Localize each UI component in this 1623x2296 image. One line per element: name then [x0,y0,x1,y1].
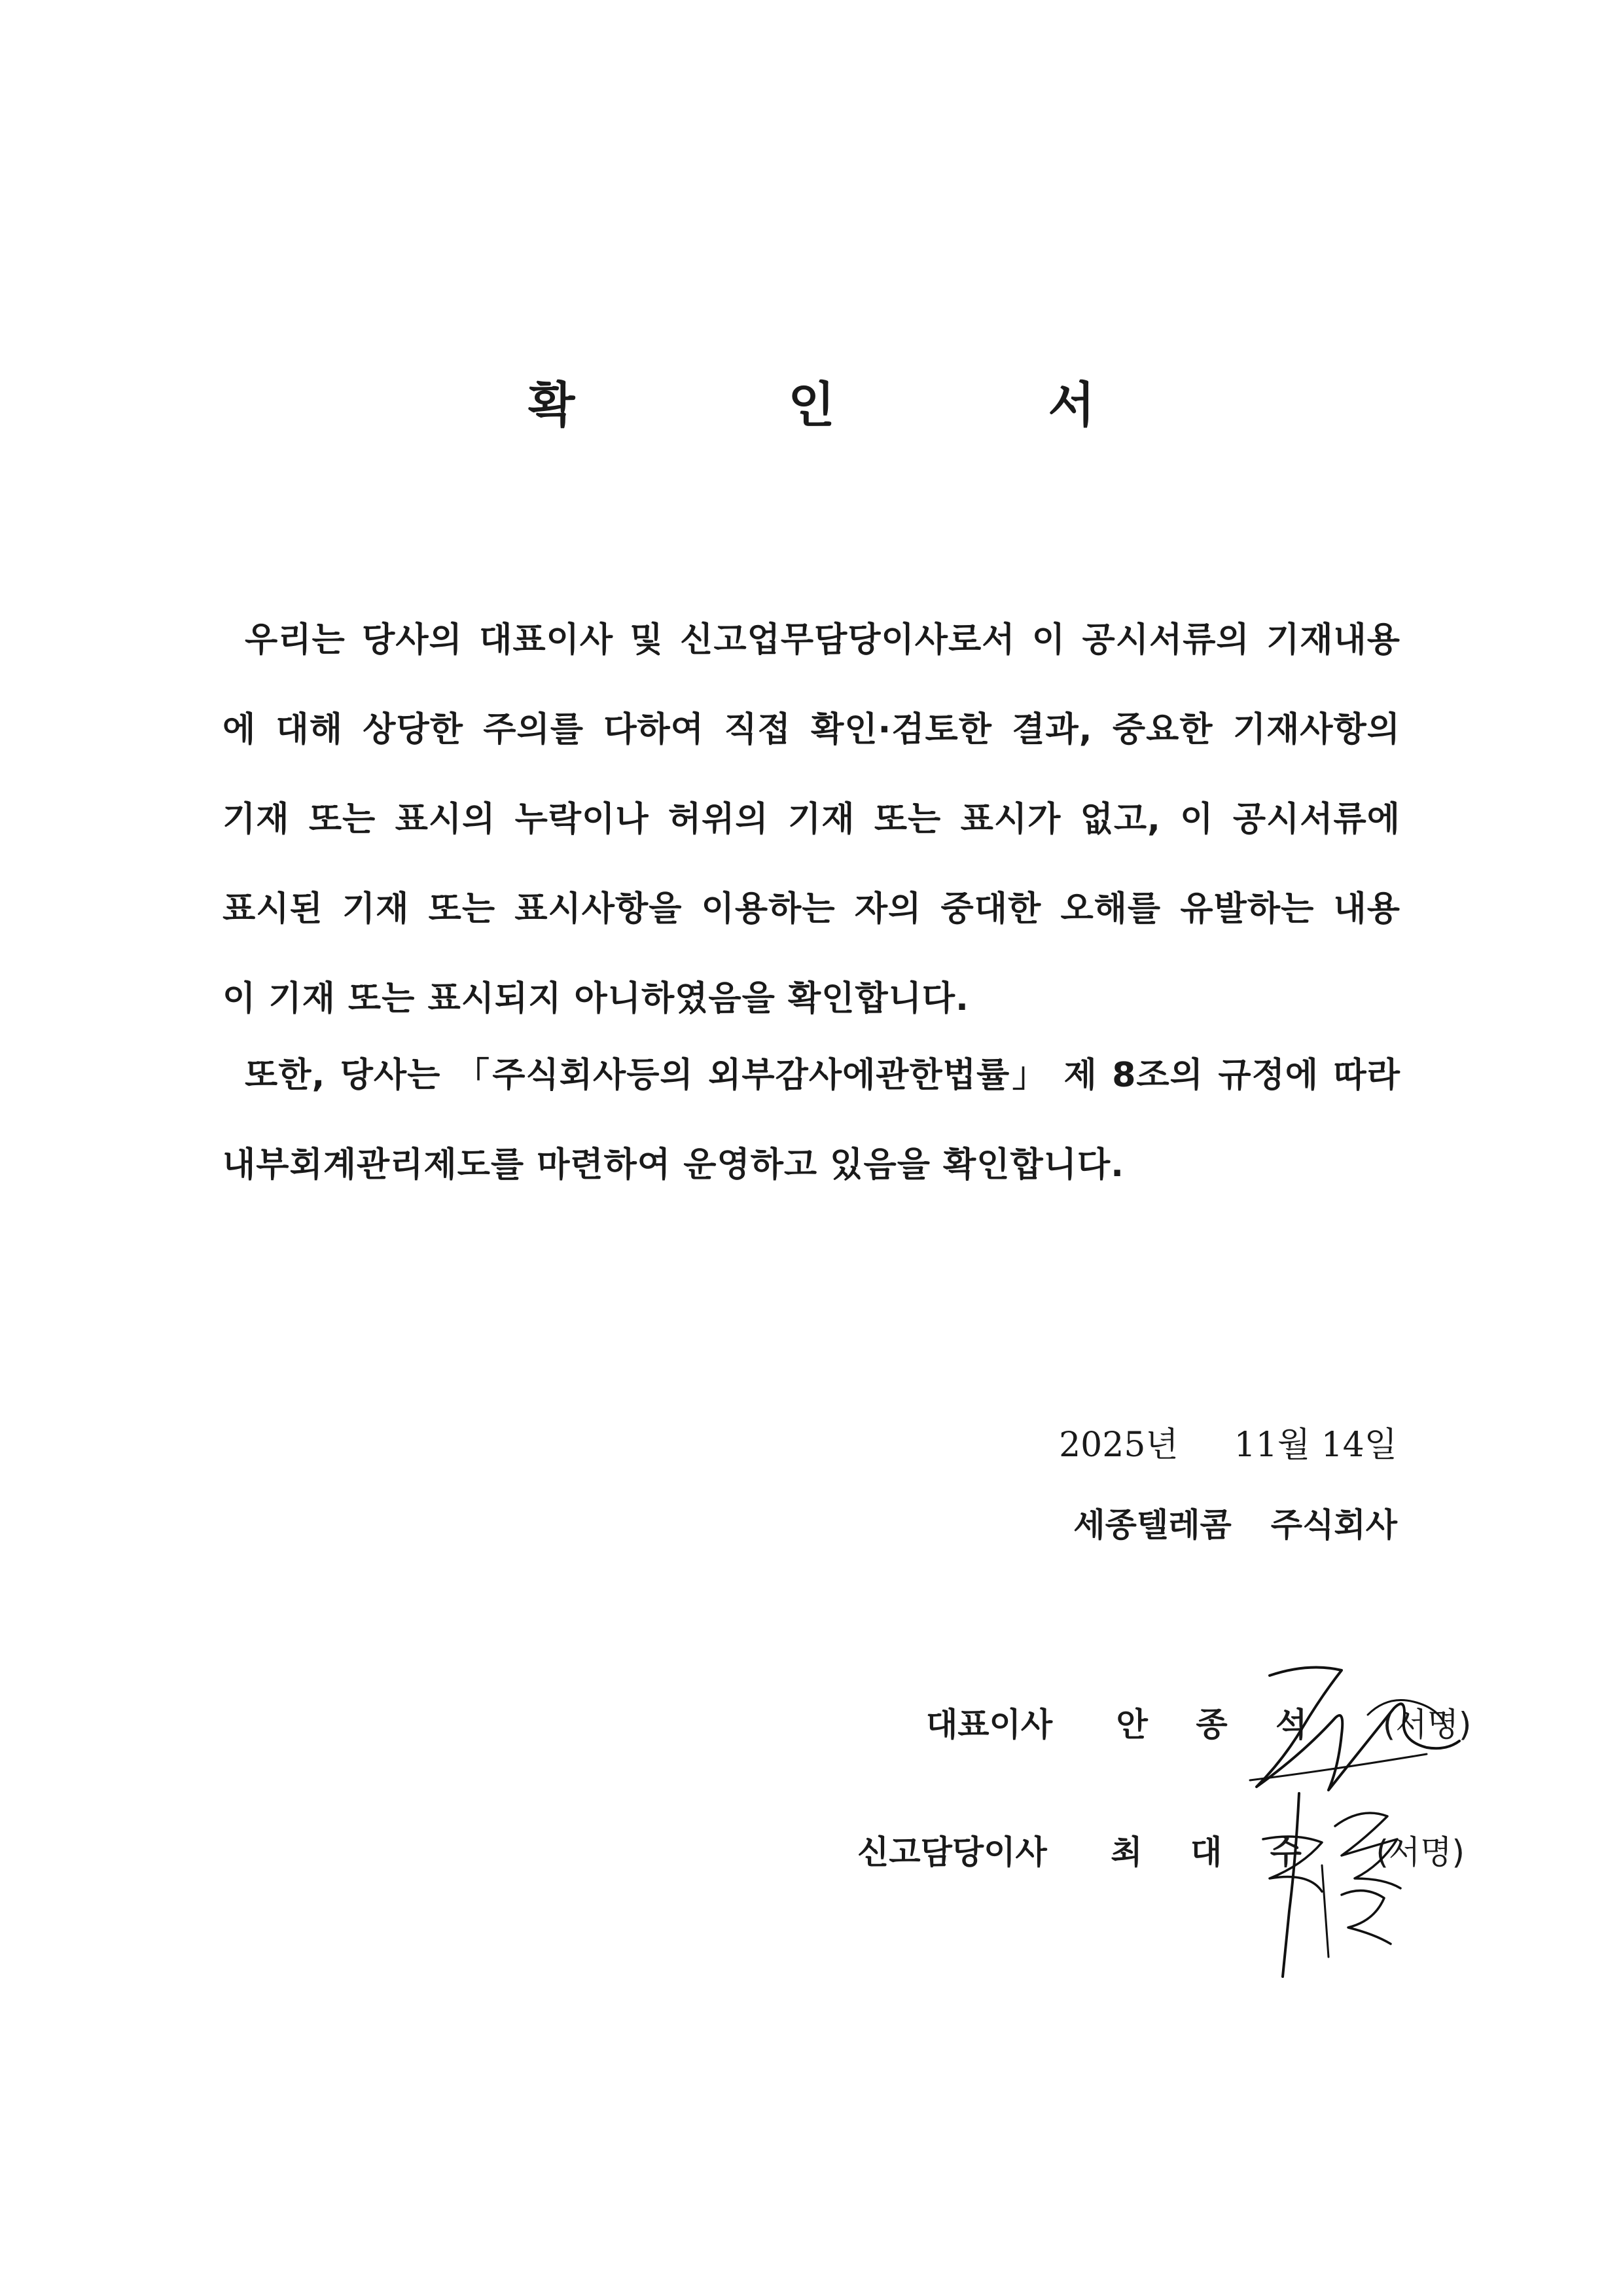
signatory-seal-label: (서명) [1382,1706,1472,1744]
date-month: 11월 [1234,1426,1311,1465]
paragraph-2-line: 내부회계관리제도를 마련하여 운영하고 있음을 확인합니다. [223,1145,1124,1185]
paragraph-1-line: 기재 또는 표시의 누락이나 허위의 기재 또는 표시가 없고, 이 공시서류에 [223,800,1400,839]
signatory-ceo [926,1698,1471,1746]
confirmation-paragraph-1 [223,596,1400,1044]
confirmation-paragraph-2 [223,1031,1400,1210]
signatory-seal-label: (서명) [1376,1833,1465,1871]
document-title: 확 인 서 [528,377,1193,433]
signatory-role: 대표이사 [926,1706,1053,1744]
signatory-role: 신고담당이사 [857,1833,1047,1871]
paragraph-1-line: 이 기재 또는 표시되지 아니하였음을 확인합니다. [223,979,969,1018]
company-type-text: 주식회사 [1270,1506,1397,1544]
company-name [1073,1499,1397,1546]
paragraph-2-line: 또한, 당사는 「주식회사등의 외부감사에관한법률」 제 8조의 규정에 따라 [245,1056,1400,1095]
document-date [1059,1417,1397,1466]
paragraph-1-line: 에 대해 상당한 주의를 다하여 직접 확인·검토한 결과, 중요한 기재사항의 [223,710,1400,749]
paragraph-1-line: 우리는 당사의 대표이사 및 신고업무담당이사로서 이 공시서류의 기재내용 [245,620,1400,660]
signatory-disclosure-director [857,1826,1465,1873]
signatory-name: 안 종 석 [1116,1706,1326,1744]
date-day: 14일 [1321,1426,1397,1465]
handwritten-signature-director [1224,1780,1440,1996]
signatory-name: 최 대 수 [1111,1833,1320,1871]
company-name-text: 세종텔레콤 [1073,1506,1232,1544]
date-year: 2025년 [1059,1426,1179,1465]
paragraph-1-line: 표시된 기재 또는 표시사항을 이용하는 자의 중대한 오해를 유발하는 내용 [223,889,1400,929]
